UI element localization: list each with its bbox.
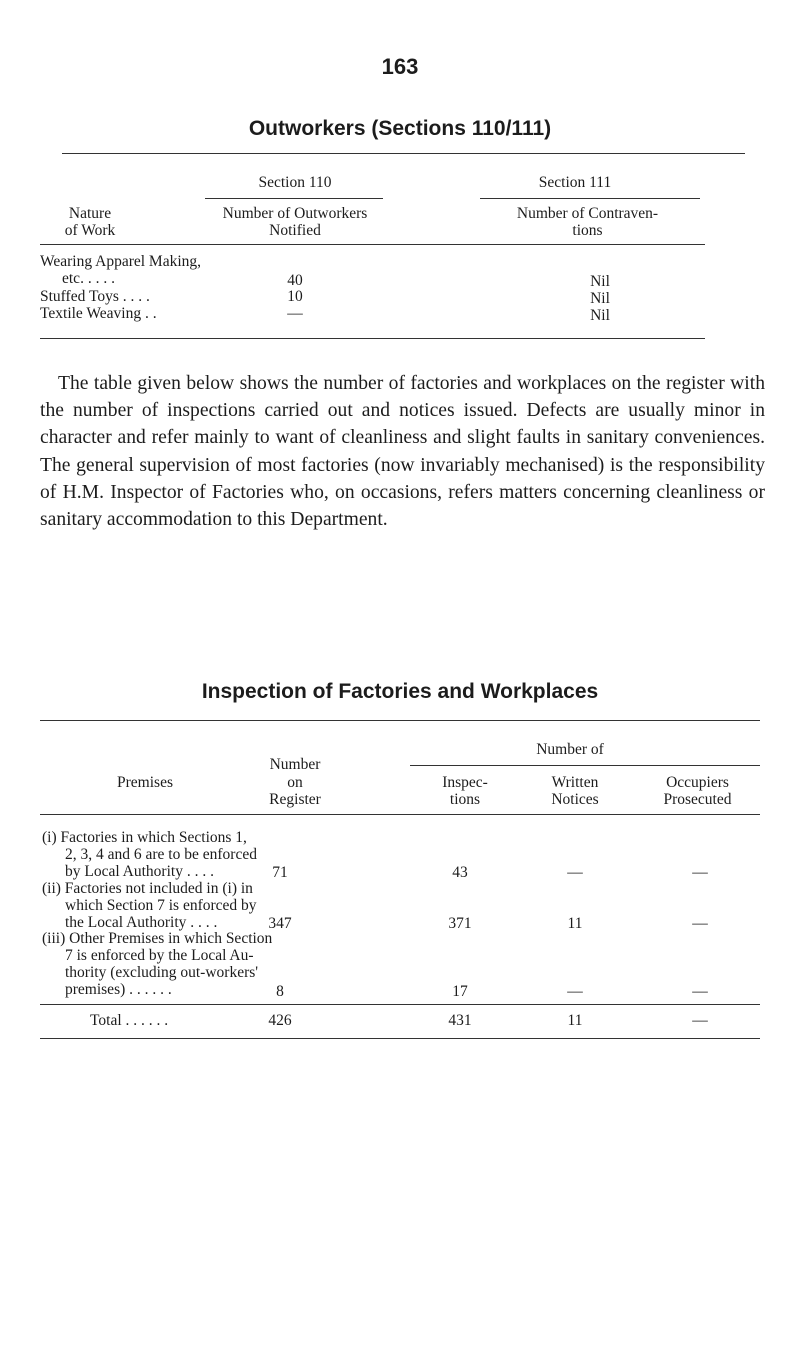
cell-written: — <box>567 864 583 881</box>
col-premises: Premises <box>117 774 173 791</box>
col-contra-line2: tions <box>572 222 603 239</box>
outworkers-row-label: etc. . . . . <box>62 270 115 287</box>
section-110-rule <box>205 198 383 199</box>
col-written-line2: Notices <box>551 791 599 808</box>
outworkers-row-label: Wearing Apparel Making, <box>40 253 202 270</box>
cell-inspections: 43 <box>452 864 468 881</box>
inspection-row-label: the Local Authority . . . . <box>65 914 218 931</box>
number-of-rule <box>410 765 760 766</box>
inspection-bottom-rule <box>40 1038 760 1039</box>
inspection-header-rule <box>40 814 760 815</box>
body-paragraph: The table given below shows the number of factories and workplaces on the register with the number of inspections carried out and notices issued. Defects are usually minor in character and refer mainly to want of cleanliness and slight faults in sanitary conveniences. The general supervision of most factories (now invariably mechanised) is the responsibility of H.M. Inspector of Factories who, on occasions, refers matters concerning cleanliness or sanitary accommodation to this Department. <box>40 373 765 531</box>
outworkers-row-label: Stuffed Toys . . . . <box>40 288 150 305</box>
cell-written: — <box>567 983 583 1000</box>
inspection-row-label: by Local Authority . . . . <box>65 863 214 880</box>
header-number-of: Number of <box>536 741 604 758</box>
outworkers-notified: 10 <box>287 288 303 305</box>
col-nature-line1: Nature <box>68 205 112 222</box>
cell-prosecuted: — <box>692 864 708 881</box>
outworkers-contraventions: Nil <box>590 273 610 290</box>
page-number: 163 <box>381 54 419 79</box>
total-prosecuted: — <box>692 1012 708 1029</box>
col-register-line3: Register <box>269 791 321 808</box>
col-written-line1: Written <box>551 774 599 791</box>
col-inspections-line2: tions <box>449 791 481 808</box>
cell-inspections: 17 <box>452 983 468 1000</box>
outworkers-notified: — <box>287 305 303 322</box>
cell-written: 11 <box>567 915 583 932</box>
cell-prosecuted: — <box>692 983 708 1000</box>
inspection-row-label: 2, 3, 4 and 6 are to be enforced <box>65 846 257 863</box>
col-inspections-line1: Inspec- <box>442 774 488 791</box>
section-111-rule <box>480 198 700 199</box>
section-110-header: Section 110 <box>258 174 332 191</box>
col-number-line2: Notified <box>269 222 321 239</box>
inspection-row-label: which Section 7 is enforced by <box>65 897 257 914</box>
inspection-row-label: (iii) Other Premises in which Section <box>42 930 273 947</box>
inspection-row-label: premises) . . . . . . <box>65 981 172 998</box>
total-register: 426 <box>268 1012 292 1029</box>
inspection-top-rule <box>40 720 760 721</box>
inspection-total-rule <box>40 1004 760 1005</box>
outworkers-top-rule <box>62 153 745 154</box>
outworkers-notified: 40 <box>287 272 303 289</box>
outworkers-contraventions: Nil <box>590 290 610 307</box>
total-inspections: 431 <box>448 1012 472 1029</box>
cell-register: 347 <box>268 915 292 932</box>
col-nature-line2: of Work <box>64 222 116 239</box>
col-register-line1: Number <box>269 756 321 773</box>
inspection-row-label: (i) Factories in which Sections 1, <box>42 829 247 846</box>
cell-register: 8 <box>276 983 284 1000</box>
cell-inspections: 371 <box>448 915 472 932</box>
col-register-line2: on <box>287 774 303 791</box>
inspection-row-label: (ii) Factories not included in (i) in <box>42 880 253 897</box>
outworkers-bottom-rule <box>40 338 705 339</box>
total-written: 11 <box>567 1012 583 1029</box>
outworkers-title: Outworkers (Sections 110/111) <box>248 117 552 140</box>
col-prosecuted-line1: Occupiers <box>666 774 729 791</box>
inspection-title: Inspection of Factories and Workplaces <box>201 680 599 703</box>
total-label: Total . . . . . . <box>90 1012 169 1029</box>
col-contra-line1: Number of Contraven- <box>516 205 659 222</box>
outworkers-header-rule <box>40 244 705 245</box>
inspection-row-label: 7 is enforced by the Local Au- <box>65 947 254 964</box>
cell-register: 71 <box>272 864 288 881</box>
cell-prosecuted: — <box>692 915 708 932</box>
section-111-header: Section 111 <box>538 174 612 191</box>
outworkers-row-label: Textile Weaving . . <box>40 305 157 322</box>
col-prosecuted-line2: Prosecuted <box>663 791 732 808</box>
outworkers-contraventions: Nil <box>590 307 610 324</box>
col-number-line1: Number of Outworkers <box>222 205 368 222</box>
inspection-row-label: thority (excluding out-workers' <box>65 964 259 981</box>
